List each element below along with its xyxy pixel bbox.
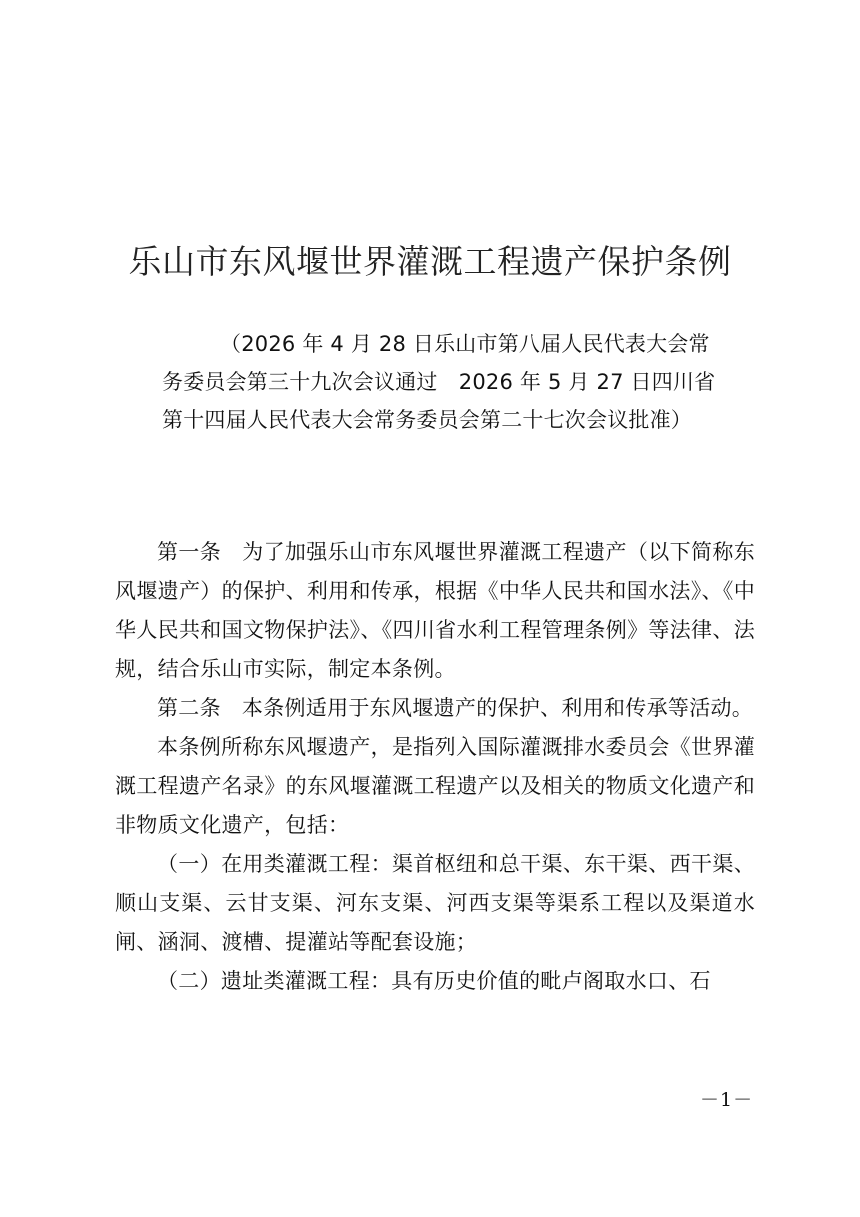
paragraph-item-1: （一）在用类灌溉工程：渠首枢纽和总干渠、东干渠、西干渠、顺山支渠、云甘支渠、河东支渠、河西支渠等渠系工程以及渠道水闸、涵洞、渡槽、提灌站等配套设施； xyxy=(115,852,755,954)
article-1-text: 为了加强乐山市东风堰世界灌溉工程遗产（以下简称东风堰遗产）的保护、利用和传承，根据《中华人民共和国水法》、《中华人民共和国文物保护法》、《四川省水利工程管理条例》等法律、法规，结合乐山市实际，制定本条例。 xyxy=(115,540,756,681)
document-subtitle: （2026 年 4 月 28 日乐山市第八届人民代表大会常务委员会第三十九次会议通过 2026 年 5 月 27 日四川省第十四届人民代表大会常务委员会第二十七次会议批准） xyxy=(162,332,716,432)
article-2-label: 第二条 xyxy=(157,696,221,720)
article-1-label: 第一条 xyxy=(157,540,222,564)
article-1 xyxy=(115,533,755,689)
page-number: －1－ xyxy=(700,1089,754,1111)
paragraph-definition: 本条例所称东风堰遗产，是指列入国际灌溉排水委员会《世界灌溉工程遗产名录》的东风堰灌溉工程遗产以及相关的物质文化遗产和非物质文化遗产，包括： xyxy=(115,735,755,837)
article-2-text: 本条例适用于东风堰遗产的保护、利用和传承等活动。 xyxy=(241,696,754,720)
article-2 xyxy=(115,689,755,728)
document-body xyxy=(115,533,755,1001)
paragraph-item-2: （二）遗址类灌溉工程：具有历史价值的毗卢阁取水口、石 xyxy=(157,969,711,993)
document-title: 乐山市东风堰世界灌溉工程遗产保护条例 xyxy=(128,242,732,281)
